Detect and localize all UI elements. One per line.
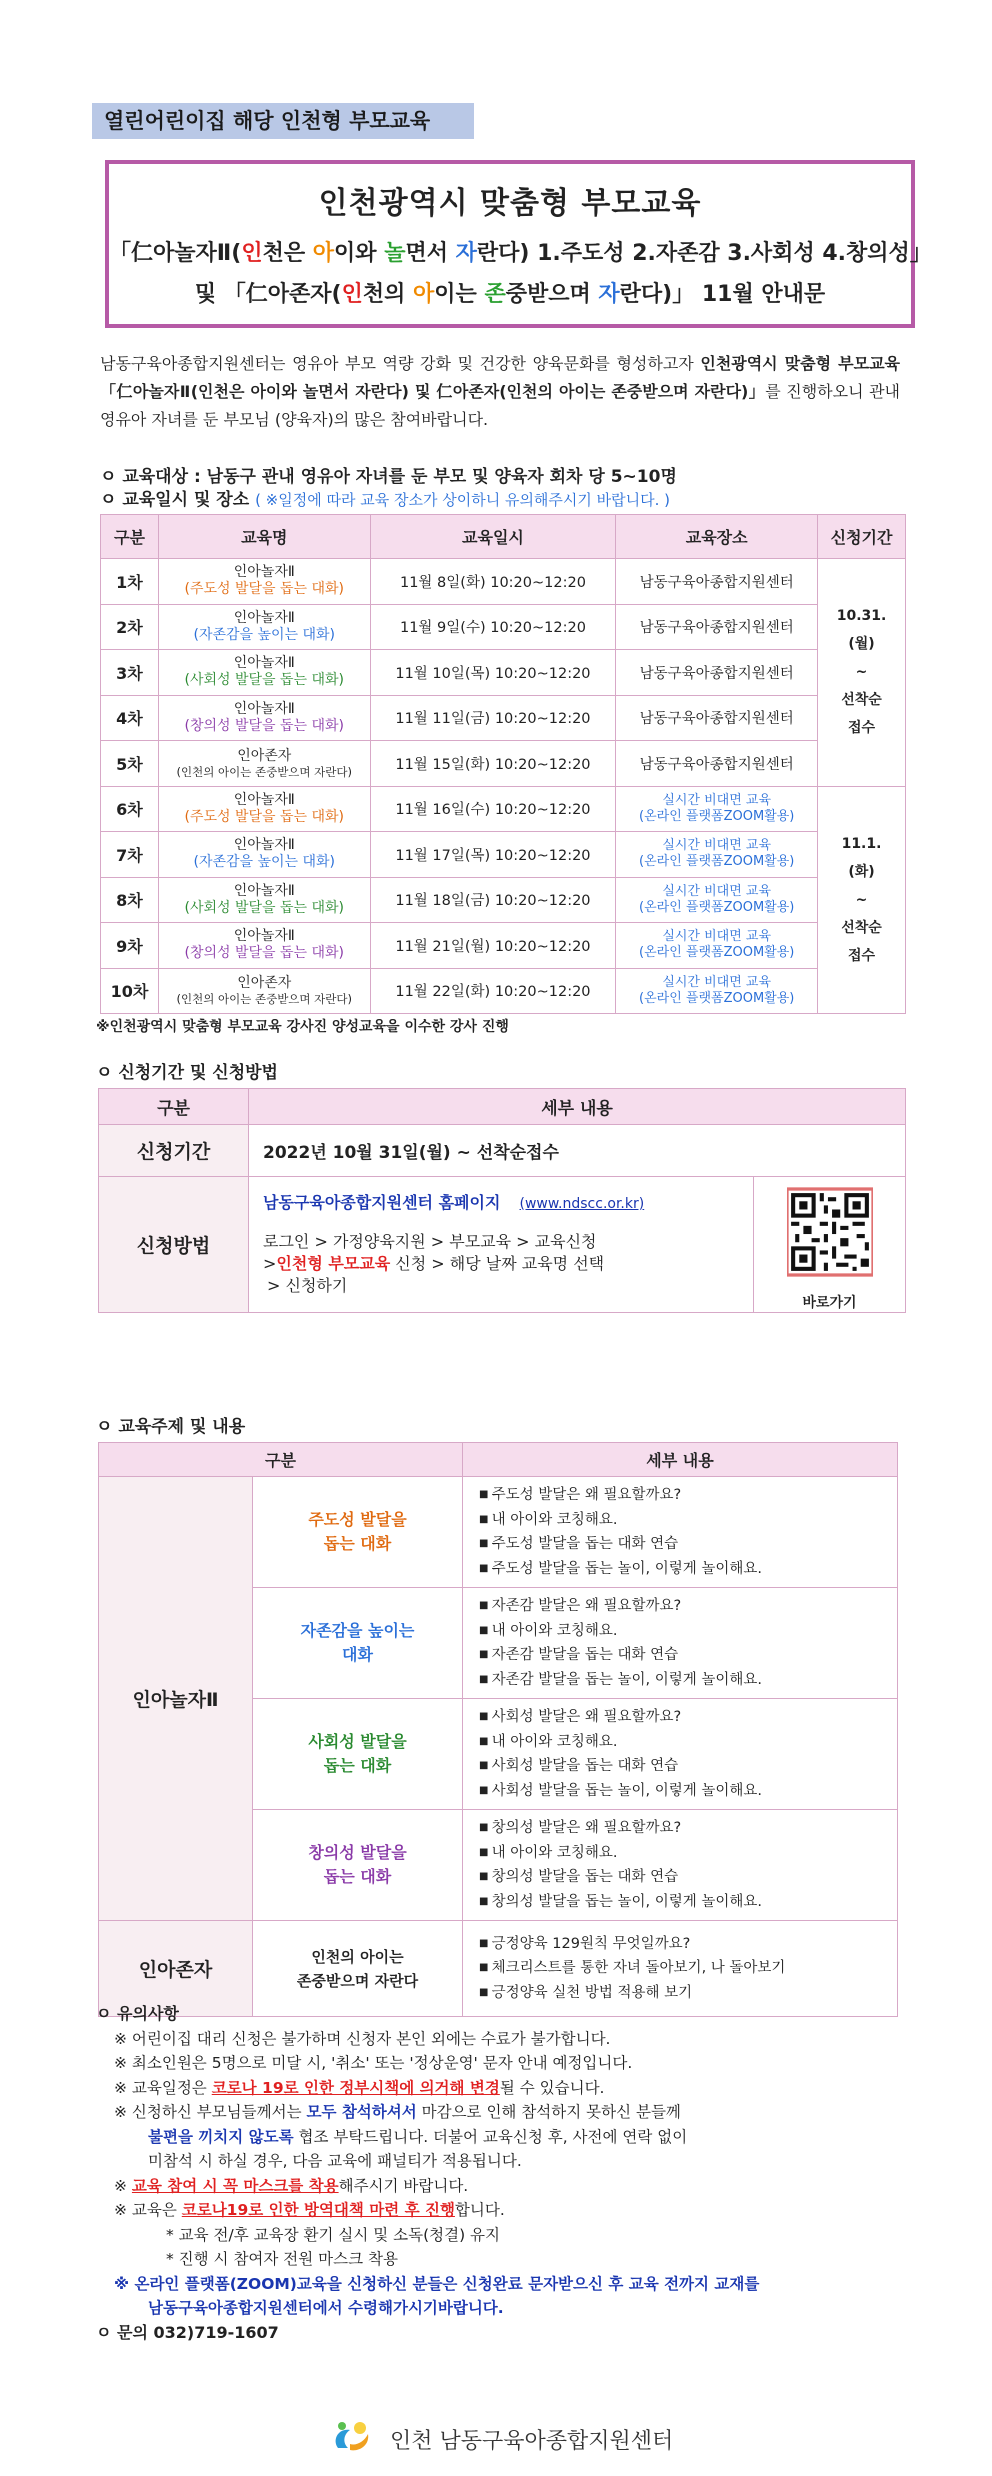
header-tag: 열린어린이집 해당 인천형 부모교육: [92, 103, 474, 139]
place-line: (온라인 플랫폼ZOOM활용): [639, 808, 795, 824]
apply-path: > 신청하기: [267, 1276, 348, 1295]
row-no: 3차: [101, 650, 159, 696]
note-line: [96, 2174, 916, 2199]
bullet-item: ■ 긍정양육 129원칙 무엇일까요?: [479, 1932, 897, 1957]
apply-path-highlight: 인천형 부모교육: [276, 1254, 391, 1273]
row-place: 남동구육아종합지원센터: [616, 695, 818, 741]
row-date: 11월 10일(목) 10:20~12:20: [370, 650, 616, 696]
course-name: 인아놀자Ⅱ: [233, 700, 295, 717]
qr-code-icon[interactable]: [787, 1184, 873, 1280]
note-line: [96, 2100, 916, 2125]
topics-section-title: ㅇ 교육주제 및 내용: [96, 1417, 246, 1437]
row-date: 11월 15일(화) 10:20~12:20: [370, 741, 616, 787]
period-text: 선착순: [841, 692, 882, 709]
col-header: 구분: [101, 515, 159, 559]
course-name: 인아놀자Ⅱ: [233, 837, 295, 854]
note-line: ※ 어린이집 대리 신청은 불가하며 신청자 본인 외에는 수료가 불가합니다.: [114, 2029, 611, 2048]
apply-period-2: [818, 786, 906, 1014]
bullet-item: ■ 창의성 발달을 돕는 대화 연습: [479, 1865, 897, 1890]
bullet-item: ■ 창의성 발달은 왜 필요할까요?: [479, 1816, 897, 1841]
qr-label[interactable]: 바로가기: [802, 1294, 857, 1311]
bullet-item: ■ 사회성 발달을 돕는 대화 연습: [479, 1754, 897, 1779]
notes-section: [96, 2002, 916, 2345]
site-url-link[interactable]: (www.ndscc.or.kr): [519, 1196, 645, 1212]
row-place: [616, 786, 818, 832]
note-highlight: 코로나 19로 인한 정부시책에 의거해 변경: [211, 2078, 500, 2097]
note-highlight: 교육 참여 시 꼭 마스크를 착용: [131, 2176, 339, 2195]
row-no: 5차: [101, 741, 159, 787]
place-line: (온라인 플랫폼ZOOM활용): [639, 990, 795, 1006]
row-place: [616, 877, 818, 923]
course-name: 인아놀자Ⅱ: [233, 564, 295, 581]
period-date: 10.31.: [836, 608, 887, 625]
topic-label: [253, 1810, 463, 1921]
course-sub: (창의성 발달을 돕는 대화): [184, 717, 345, 734]
note-line: * 진행 시 참여자 전원 마스크 착용: [166, 2250, 398, 2268]
note-line: 남동구육아종합지원센터에서 수령해가시기바랍니다.: [148, 2299, 504, 2317]
table-row: [101, 786, 906, 832]
note-text: ※: [114, 2176, 132, 2195]
footer-org: 인천 남동구육아종합지원센터: [390, 2429, 674, 2454]
topic-label-line: 인천의 아이는: [311, 1947, 404, 1966]
row-name: [158, 650, 370, 696]
place-line: (온라인 플랫폼ZOOM활용): [639, 945, 795, 961]
course-sub: (창의성 발달을 돕는 대화): [184, 945, 345, 962]
row-no: 1차: [101, 559, 159, 605]
place-line: 실시간 비대면 교육: [662, 974, 772, 990]
title-text: 란다)」 11월 안내문: [619, 282, 826, 307]
title-text: 이와: [334, 241, 385, 266]
course-name: 인아놀자Ⅱ: [233, 609, 295, 626]
title-accent: 인: [241, 241, 263, 266]
period-text: 접수: [847, 947, 876, 964]
title-text: 「仁아놀자Ⅱ(: [109, 241, 242, 266]
info-datetime-note: ( ※일정에 따라 교육 장소가 상이하니 유의해주시기 바랍니다. ): [255, 491, 671, 509]
intro-text: 남동구육아종합지원센터는 영유아 부모 역량 강화 및 건강한 양육문화를 형성하고자: [100, 354, 701, 373]
course-name: 인아놀자Ⅱ: [233, 655, 295, 672]
row-date: 11월 22일(화) 10:20~12:20: [370, 968, 616, 1014]
col-header: 신청기간: [818, 515, 906, 559]
period-text: 선착순: [841, 919, 882, 936]
period-value: 2022년 10월 31일(월) ~ 선착순접수: [249, 1125, 906, 1177]
row-name: [158, 968, 370, 1014]
row-name: [158, 832, 370, 878]
title-accent: 아: [413, 282, 435, 307]
place-line: 실시간 비대면 교육: [662, 838, 772, 854]
period-tilde: ~: [855, 664, 868, 681]
schedule-footnote: ※인천광역시 맞춤형 부모교육 강사진 양성교육을 이수한 강사 진행: [96, 1019, 509, 1035]
table-row: [101, 741, 906, 787]
table-row: [101, 877, 906, 923]
apply-path: 로그인 > 가정양육지원 > 부모교육 > 교육신청: [263, 1232, 597, 1251]
row-no: 4차: [101, 695, 159, 741]
note-highlight: 코로나19로 인한 방역대책 마련 후 진행: [181, 2201, 455, 2219]
info-datetime-label: ㅇ 교육일시 및 장소: [100, 490, 250, 510]
col-header: 교육장소: [616, 515, 818, 559]
apply-path: >: [263, 1254, 277, 1273]
info-target: ㅇ 교육대상 : 남동구 관내 영유아 자녀를 둔 부모 및 양육자 회차 당 5~10명: [100, 467, 677, 487]
topic-bullets: [463, 1810, 898, 1921]
table-row: [101, 968, 906, 1014]
topics-table: [98, 1442, 898, 2017]
title-text: 란다) 1.주도성 2.자존감 3.사회성 4.창의성」: [476, 241, 932, 266]
apply-section-title: ㅇ 신청기간 및 신청방법: [96, 1063, 278, 1083]
row-name: [158, 741, 370, 787]
table-row: [101, 650, 906, 696]
footer-logo: [330, 2418, 690, 2458]
apply-table: [98, 1088, 906, 1313]
info-datetime: [100, 485, 670, 510]
bullet-item: ■ 사회성 발달을 돕는 놀이, 이렇게 놀이해요.: [479, 1779, 897, 1804]
period-text: 접수: [847, 720, 876, 737]
bullet-item: ■ 내 아이와 코칭해요.: [479, 1508, 897, 1533]
course-sub: (사회성 발달을 돕는 대화): [184, 672, 345, 689]
bullet-item: ■ 주도성 발달을 돕는 대화 연습: [479, 1532, 897, 1557]
topic-label-line: 사회성 발달을: [308, 1732, 407, 1751]
row-name: [158, 877, 370, 923]
row-date: 11월 9일(수) 10:20~12:20: [370, 604, 616, 650]
col-header: 교육명: [158, 515, 370, 559]
note-text: 마감으로 인해 참석하지 못하신 분들께: [416, 2103, 681, 2121]
note-emphasis: 모두 참석하셔서: [306, 2103, 417, 2121]
apply-path: 신청 > 해당 날짜 교육명 선택: [390, 1254, 605, 1273]
title-accent: 존: [484, 282, 506, 307]
period-tilde: ~: [855, 891, 868, 908]
topic-label-line: 돕는 대화: [323, 1867, 392, 1886]
row-name: [158, 559, 370, 605]
row-date: 11월 8일(화) 10:20~12:20: [370, 559, 616, 605]
course-sub: (인천의 아이는 존중받으며 자란다): [176, 764, 352, 779]
site-name[interactable]: 남동구육아종합지원센터 홈페이지: [263, 1193, 501, 1212]
topic-label: [253, 1477, 463, 1588]
period-day: (월): [848, 636, 875, 653]
center-logo-icon: [330, 2418, 382, 2458]
row-place: 남동구육아종합지원센터: [616, 650, 818, 696]
title-line-2: [109, 236, 932, 267]
course-sub: (주도성 발달을 돕는 대화): [184, 581, 345, 598]
course-name: 인아존자: [237, 747, 292, 764]
note-text: 될 수 있습니다.: [499, 2078, 605, 2097]
row-no: 2차: [101, 604, 159, 650]
row-place: 남동구육아종합지원센터: [616, 559, 818, 605]
title-accent: 자: [455, 241, 477, 266]
title-text: 중받으며: [505, 282, 599, 307]
apply-period-1: [818, 559, 906, 787]
course-name: 인아놀자Ⅱ: [233, 928, 295, 945]
row-place: [616, 923, 818, 969]
period-date: 11.1.: [841, 835, 882, 852]
row-place: [616, 832, 818, 878]
note-text: 합니다.: [454, 2201, 505, 2219]
note-text: 해주시기 바랍니다.: [338, 2176, 469, 2195]
note-line: [96, 2198, 916, 2223]
title-text: 및 「仁아존자(: [194, 282, 342, 307]
row-date: 11월 11일(금) 10:20~12:20: [370, 695, 616, 741]
note-line: ※ 온라인 플랫폼(ZOOM)교육을 신청하신 분들은 신청완료 문자받으신 후 교육 전까지 교재를: [114, 2274, 760, 2293]
bullet-item: ■ 주도성 발달은 왜 필요할까요?: [479, 1483, 897, 1508]
note-text: 협조 부탁드립니다. 더불어 교육신청 후, 사전에 연락 없이: [293, 2127, 688, 2146]
topic-group: 인아놀자Ⅱ: [99, 1477, 253, 1921]
row-date: 11월 17일(목) 10:20~12:20: [370, 832, 616, 878]
table-row: [101, 604, 906, 650]
topic-bullets: [463, 1477, 898, 1588]
table-row: [99, 1125, 906, 1177]
course-sub: (자존감을 높이는 대화): [193, 626, 336, 643]
table-row: [101, 695, 906, 741]
note-line: * 교육 전/후 교육장 환기 실시 및 소독(청결) 유지: [166, 2225, 500, 2244]
bullet-item: ■ 주도성 발달을 돕는 놀이, 이렇게 놀이해요.: [479, 1557, 897, 1582]
note-text: ※ 교육은: [114, 2201, 182, 2219]
place-line: 실시간 비대면 교육: [662, 883, 772, 899]
row-no: 10차: [101, 968, 159, 1014]
bullet-item: ■ 자존감 발달은 왜 필요할까요?: [479, 1594, 897, 1619]
qr-cell[interactable]: [754, 1177, 906, 1313]
bullet-item: ■ 내 아이와 코칭해요.: [479, 1619, 897, 1644]
note-text: ※ 교육일정은: [114, 2078, 212, 2097]
topic-label: [253, 1699, 463, 1810]
note-line: 미참석 시 하실 경우, 다음 교육에 패널티가 적용됩니다.: [148, 2152, 522, 2170]
bullet-item: ■ 체크리스트를 통한 자녀 돌아보기, 나 돌아보기: [479, 1956, 897, 1981]
bullet-item: ■ 자존감 발달을 돕는 대화 연습: [479, 1643, 897, 1668]
col-header: 구분: [99, 1443, 463, 1477]
topic-label-line: 돕는 대화: [323, 1534, 392, 1553]
place-line: (온라인 플랫폼ZOOM활용): [639, 854, 795, 870]
course-sub: (사회성 발달을 돕는 대화): [184, 899, 345, 916]
table-row: [101, 923, 906, 969]
table-row: [99, 1477, 898, 1588]
col-header: 교육일시: [370, 515, 616, 559]
topic-group: 인아존자: [99, 1921, 253, 2017]
row-place: 남동구육아종합지원센터: [616, 741, 818, 787]
note-text: ※ 신청하신 부모님들께서는: [114, 2103, 307, 2121]
title-box: [105, 160, 932, 328]
row-no: 7차: [101, 832, 159, 878]
topic-label-line: 자존감을 높이는: [300, 1621, 415, 1640]
bullet-item: ■ 긍정양육 실천 방법 적용해 보기: [479, 1981, 897, 2006]
bullet-item: ■ 내 아이와 코칭해요.: [479, 1730, 897, 1755]
topic-label-line: 창의성 발달을: [308, 1843, 407, 1862]
col-header: 구분: [99, 1089, 249, 1125]
title-line-3: [109, 277, 911, 308]
method-label: 신청방법: [99, 1177, 249, 1313]
row-date: 11월 16일(수) 10:20~12:20: [370, 786, 616, 832]
topic-bullets: [463, 1699, 898, 1810]
course-sub: (인천의 아이는 존중받으며 자란다): [176, 992, 352, 1007]
table-row: [101, 832, 906, 878]
note-emphasis: 불편을 끼치지 않도록: [148, 2127, 294, 2146]
page-title: 인천광역시 맞춤형 부모교육: [318, 186, 702, 221]
topic-label-line: 대화: [342, 1645, 373, 1664]
title-text: 천의: [362, 282, 413, 307]
topic-label-line: 존중받으며 자란다: [296, 1971, 419, 1990]
table-row: [99, 1177, 906, 1313]
row-place: [616, 968, 818, 1014]
table-row: [101, 559, 906, 605]
bullet-item: ■ 자존감 발달을 돕는 놀이, 이렇게 놀이해요.: [479, 1668, 897, 1693]
title-accent: 인: [341, 282, 363, 307]
intro-bold: 인천광역시 맞춤형 부모교육「仁아놀자Ⅱ(인천은 아이와 놀면서 자란다) 및 仁아존자(인천의 아이는 존중받으며 자란다)」: [100, 354, 900, 401]
col-header: 세부 내용: [463, 1443, 898, 1477]
row-date: 11월 18일(금) 10:20~12:20: [370, 877, 616, 923]
row-name: [158, 923, 370, 969]
bullet-item: ■ 내 아이와 코칭해요.: [479, 1841, 897, 1866]
topic-label: [253, 1588, 463, 1699]
contact: ㅇ 문의 032)719-1607: [96, 2322, 279, 2342]
note-line: ※ 최소인원은 5명으로 미달 시, '취소' 또는 '정상운영' 문자 안내 예정입니다.: [114, 2054, 633, 2072]
course-sub: (자존감을 높이는 대화): [193, 854, 336, 871]
row-no: 9차: [101, 923, 159, 969]
place-line: (온라인 플랫폼ZOOM활용): [639, 899, 795, 915]
title-accent: 놀: [384, 241, 406, 266]
topic-label-line: 주도성 발달을: [308, 1510, 407, 1529]
row-no: 8차: [101, 877, 159, 923]
row-name: [158, 604, 370, 650]
row-place: 남동구육아종합지원센터: [616, 604, 818, 650]
topic-label-line: 돕는 대화: [323, 1756, 392, 1775]
title-text: 천은: [262, 241, 313, 266]
topic-bullets: [463, 1588, 898, 1699]
row-name: [158, 695, 370, 741]
method-value: [249, 1177, 754, 1313]
period-day: (화): [848, 863, 875, 880]
title-accent: 아: [312, 241, 335, 266]
row-name: [158, 786, 370, 832]
row-date: 11월 21일(월) 10:20~12:20: [370, 923, 616, 969]
title-accent: 자: [598, 282, 620, 307]
course-name: 인아존자: [237, 975, 292, 992]
course-name: 인아놀자Ⅱ: [233, 791, 295, 808]
bullet-item: ■ 창의성 발달을 돕는 놀이, 이렇게 놀이해요.: [479, 1890, 897, 1915]
note-line: [96, 2125, 916, 2150]
course-name: 인아놀자Ⅱ: [233, 882, 295, 899]
title-text: 면서: [405, 241, 456, 266]
intro-paragraph: [100, 350, 900, 434]
course-sub: (주도성 발달을 돕는 대화): [184, 808, 345, 825]
period-label: 신청기간: [99, 1125, 249, 1177]
col-header: 세부 내용: [249, 1089, 906, 1125]
bullet-item: ■ 사회성 발달은 왜 필요할까요?: [479, 1705, 897, 1730]
title-text: 이는: [434, 282, 485, 307]
schedule-table: [100, 514, 906, 1014]
notes-title: ㅇ 유의사항: [96, 2004, 179, 2023]
note-line: [96, 2076, 916, 2101]
intro-text: 를 진행하오니 관내 영유아 자녀를 둔 부모님 (양육자)의 많은 참여바랍니다.: [100, 382, 900, 429]
row-no: 6차: [101, 786, 159, 832]
place-line: 실시간 비대면 교육: [662, 792, 772, 808]
place-line: 실시간 비대면 교육: [662, 929, 772, 945]
